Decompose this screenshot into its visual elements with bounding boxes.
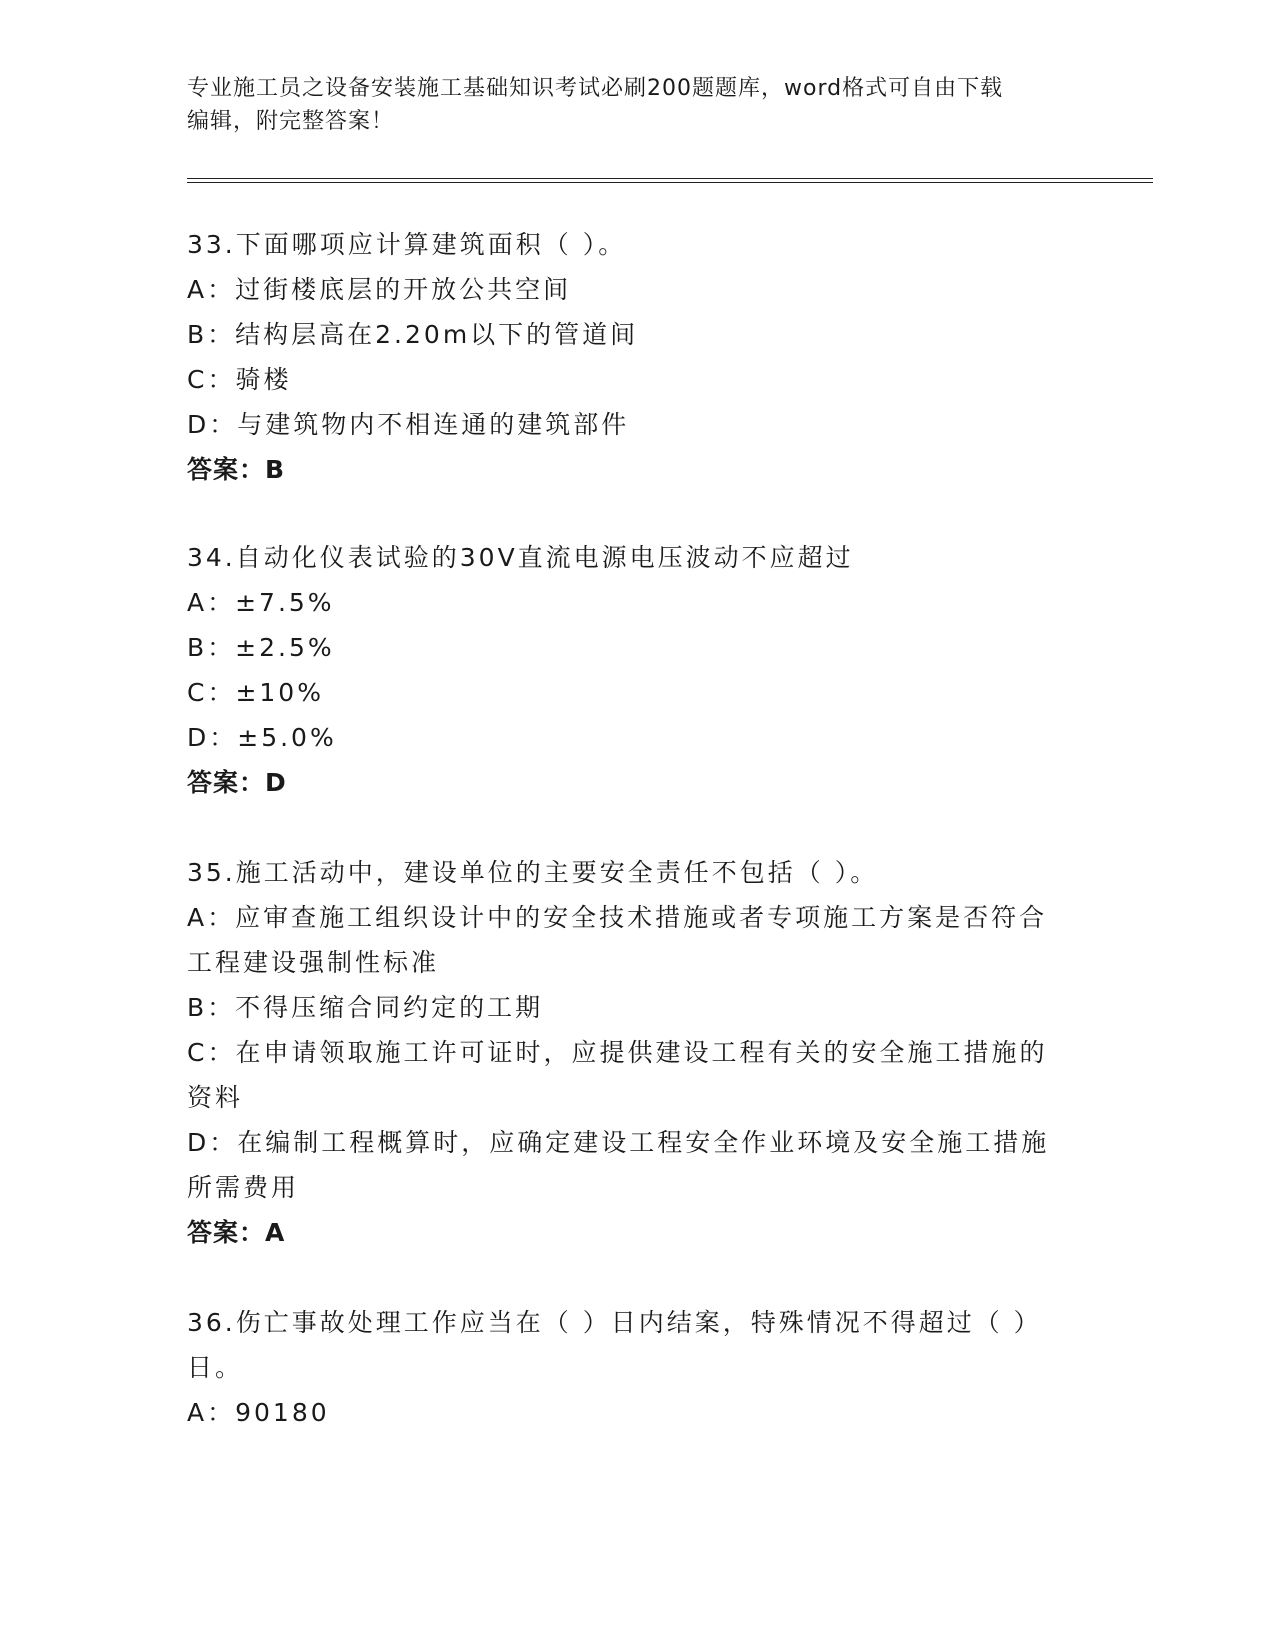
option-d: D：与建筑物内不相连通的建筑部件 — [187, 410, 630, 439]
option-b: B：结构层高在2.20m以下的管道间 — [187, 320, 639, 349]
question-36 — [187, 1300, 1067, 1435]
answer-label: 答案：B — [187, 455, 286, 484]
document-header — [187, 72, 1067, 138]
option-a: A：90180 — [187, 1398, 330, 1427]
header-double-rule — [187, 178, 1153, 183]
question-33 — [187, 222, 1067, 492]
option-a: A：±7.5% — [187, 588, 335, 617]
answer-label: 答案：A — [187, 1218, 286, 1247]
header-title-line-2: 编辑，附完整答案！ — [187, 109, 395, 134]
option-b: B：±2.5% — [187, 633, 335, 662]
option-b: B：不得压缩合同约定的工期 — [187, 993, 544, 1022]
option-c: C：骑楼 — [187, 365, 292, 394]
header-title-line-1: 专业施工员之设备安装施工基础知识考试必刷200题题库，word格式可自由下载 — [187, 76, 1004, 101]
option-c: C：±10% — [187, 678, 324, 707]
option-d: D：在编制工程概算时，应确定建设工程安全作业环境及安全施工措施所需费用 — [187, 1128, 1050, 1202]
question-34 — [187, 535, 1067, 805]
option-d: D：±5.0% — [187, 723, 337, 752]
question-stem: 35.施工活动中，建设单位的主要安全责任不包括（ ）。 — [187, 858, 879, 887]
option-c: C：在申请领取施工许可证时，应提供建设工程有关的安全施工措施的资料 — [187, 1038, 1048, 1112]
question-35 — [187, 850, 1067, 1255]
question-stem: 34.自动化仪表试验的30V直流电源电压波动不应超过 — [187, 543, 854, 572]
option-a: A：过街楼底层的开放公共空间 — [187, 275, 572, 304]
answer-label: 答案：D — [187, 768, 287, 797]
question-stem: 33.下面哪项应计算建筑面积（ ）。 — [187, 230, 627, 259]
question-stem: 36.伤亡事故处理工作应当在（ ）日内结案，特殊情况不得超过（ ）日。 — [187, 1308, 1042, 1382]
option-a: A：应审查施工组织设计中的安全技术措施或者专项施工方案是否符合工程建设强制性标准 — [187, 903, 1048, 977]
